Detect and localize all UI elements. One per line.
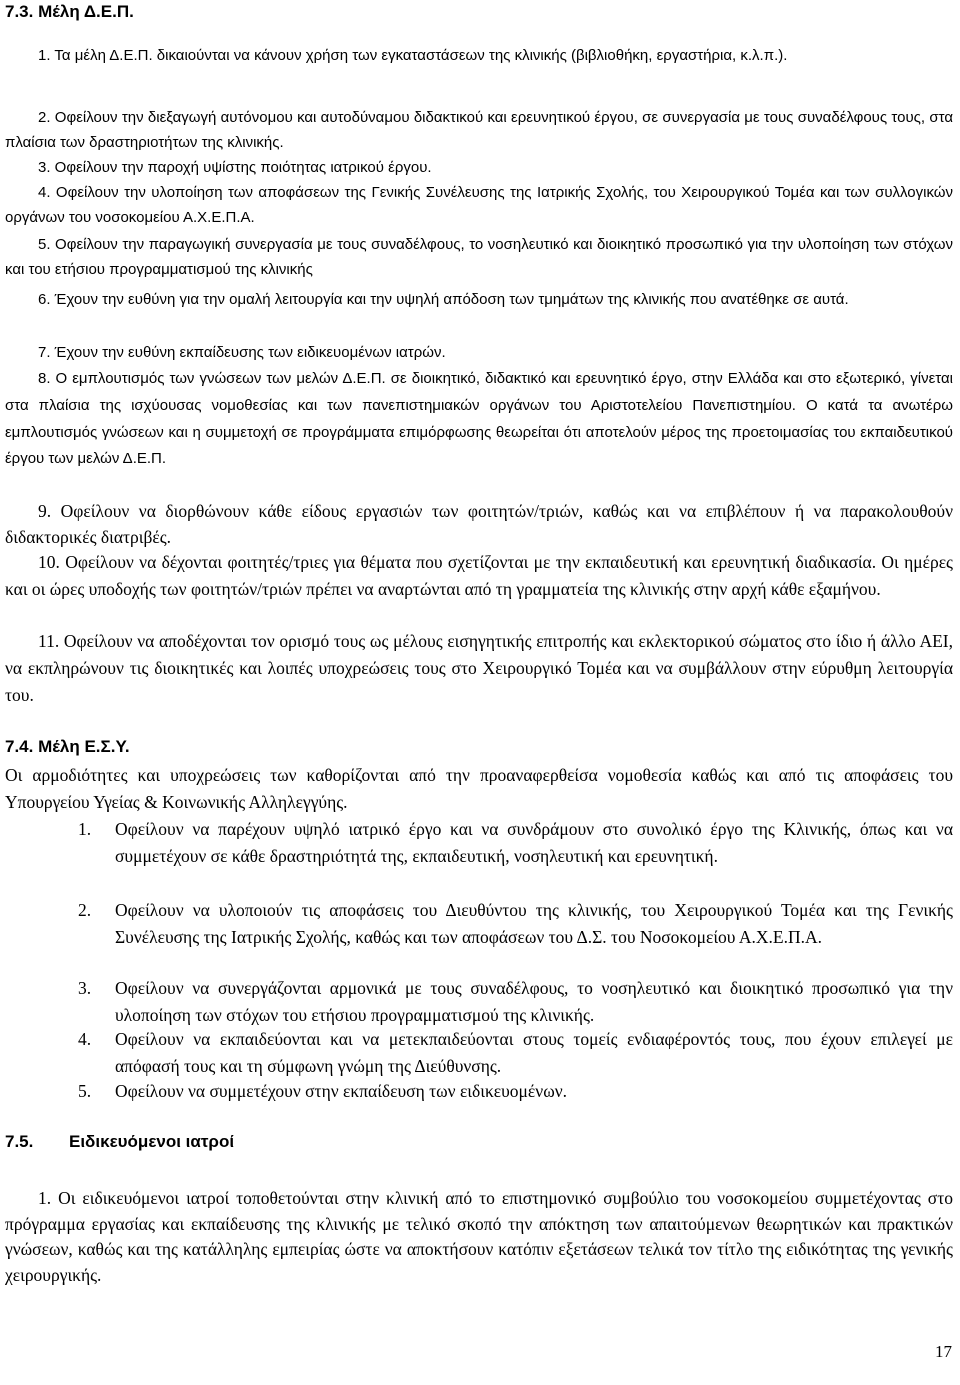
list-item: 8. Ο εμπλουτισμός των γνώσεων των μελών Δ.Ε.Π. σε διοικητικό, διδακτικό και ερευνητικό έργο, στην Ελλάδα και στο εξωτερικό, γίνεται στα πλαίσια της ισχύουσας νομοθεσίας και των πανεπιστημιακών οργάνων του Αριστοτελείου Πανεπιστημίου. Ο κατά τα ανωτέρω εμπλουτισμός γνώσεων και η συμμετοχή σε προγράμματα επιμόρφωσης θεωρείται ότι αποτελούν μέρος της προετοιμασίας του εκπαιδευτικού έργου των μελών Δ.Ε.Π. <box>5 370 953 468</box>
page-number: 17 <box>935 1342 952 1361</box>
list-item: 7. Έχουν την ευθύνη εκπαίδευσης των ειδικευομένων ιατρών. <box>38 344 446 361</box>
section-intro: Οι αρμοδιότητες και υποχρεώσεις των καθορίζονται από την προαναφερθείσα νομοθεσία καθώς και από τις αποφάσεις του Υπουργείου Υγείας & Κοινωνικής Αλληλεγγύης. <box>5 765 953 812</box>
list-number: 4. <box>78 1029 92 1049</box>
section-heading-7-4: 7.4. Μέλη Ε.Σ.Υ. <box>5 737 130 756</box>
list-item: 1. Τα μέλη Δ.Ε.Π. δικαιούνται να κάνουν χρήση των εγκαταστάσεων της κλινικής (βιβλιοθήκη, εργαστήρια, κ.λ.π.). <box>38 47 788 64</box>
list-item: 5. Οφείλουν την παραγωγική συνεργασία με τους συναδέλφους, το νοσηλευτικό και διοικητικό προσωπικό για την υλοποίηση των στόχων και του ετήσιου προγραμματισμού της κλινικής <box>5 236 953 278</box>
list-item: 6. Έχουν την ευθύνη για την ομαλή λειτουργία και την υψηλή απόδοση των τμημάτων της κλινικής που ανατέθηκε σε αυτά. <box>38 291 849 308</box>
list-item: Οφείλουν να συνεργάζονται αρμονικά με τους συναδέλφους, το νοσηλευτικό και διοικητικό προσωπικό για την υλοποίηση των στόχων του ετήσιου προγραμματισμού της κλινικής. <box>115 978 953 1025</box>
section-heading-7-3: 7.3. Μέλη Δ.Ε.Π. <box>5 2 134 21</box>
list-item: Οφείλουν να παρέχουν υψηλό ιατρικό έργο και να συνδράμουν στο συνολικό έργο της Κλινικής, όπως και να συμμετέχουν σε κάθε δραστηριότητά της, εκπαιδευτική, νοσηλευτική και ερευνητική. <box>115 819 953 866</box>
list-item: Οφείλουν να υλοποιούν τις αποφάσεις του Διευθύντου της κλινικής, του Χειρουργικού Τομέα και της Γενικής Συνέλευσης της Ιατρικής Σχολής, καθώς και των αποφάσεων του Δ.Σ. του Νοσοκομείου Α.Χ.Ε.Π.Α. <box>115 900 953 947</box>
list-number: 5. <box>78 1081 92 1101</box>
list-number: 2. <box>78 900 92 920</box>
list-number: 3. <box>78 978 92 998</box>
list-item: 3. Οφείλουν την παροχή υψίστης ποιότητας ιατρικού έργου. <box>38 159 432 176</box>
list-item: 11. Οφείλουν να αποδέχονται τον ορισμό τους ως μέλους εισηγητικής επιτροπής και εκλεκτορικού σώματος στο ίδιο ή άλλο ΑΕΙ, να εκπληρώνουν τις διοικητικές και λοιπές υποχρεώσεις τους στο Χειρουργικό Τομέα και να συμβάλλουν στην εύρυθμη λειτουργία του. <box>5 631 953 705</box>
list-item: 2. Οφείλουν την διεξαγωγή αυτόνομου και αυτοδύναμου διδακτικού και ερευνητικού έργου, σε συνεργασία με τους συναδέλφους τους, στα πλαίσια των δραστηριοτήτων της κλινικής. <box>5 109 953 151</box>
list-item: 10. Οφείλουν να δέχονται φοιτητές/τριες για θέματα που σχετίζονται με την εκπαιδευτική και ερευνητική διαδικασία. Οι ημέρες και οι ώρες υποδοχής των φοιτητών/τριών πρέπει να αναρτώνται από τη γραμματεία της κλινικής στην αρχή κάθε εξαμήνου. <box>5 552 953 599</box>
list-item: 9. Οφείλουν να διορθώνουν κάθε είδους εργασιών των φοιτητών/τριών, καθώς και να επιβλέπουν ή να παρακολουθούν διδακτορικές διατριβές. <box>5 501 953 547</box>
section-heading-7-5 <box>5 1132 234 1152</box>
list-item: Οφείλουν να εκπαιδεύονται και να μετεκπαιδεύονται στους τομείς ενδιαφέροντός τους, που έχουν επιλεγεί με απόφασή τους και τη σύμφωνη γνώμη της Διεύθυνσης. <box>115 1029 953 1076</box>
section-number: 7.5. <box>5 1132 34 1151</box>
section-title: Ειδικευόμενοι ιατροί <box>69 1132 235 1151</box>
list-item: 1. Οι ειδικευόμενοι ιατροί τοποθετούνται στην κλινική από το επιστημονικό συμβούλιο του νοσοκομείου συμμετέχοντας στο πρόγραμμα εργασίας και εκπαίδευσης της κλινικής με τελικό σκοπό την απόκτηση των απαιτούμενων θεωρητικών και πρακτικών γνώσεων, καθώς και της κατάλληλης εμπειρίας ώστε να αποκτήσουν κατόπιν εξετάσεων τελικά τον τίτλο της ειδικότητας της γενικής χειρουργικής. <box>5 1188 953 1285</box>
list-item: Οφείλουν να συμμετέχουν στην εκπαίδευση των ειδικευομένων. <box>115 1081 568 1101</box>
list-number: 1. <box>78 819 92 839</box>
list-item: 4. Οφείλουν την υλοποίηση των αποφάσεων της Γενικής Συνέλευσης της Ιατρικής Σχολής, του Χειρουργικού Τομέα και των συλλογικών οργάνων του νοσοκομείου Α.Χ.Ε.Π.Α. <box>5 184 953 226</box>
